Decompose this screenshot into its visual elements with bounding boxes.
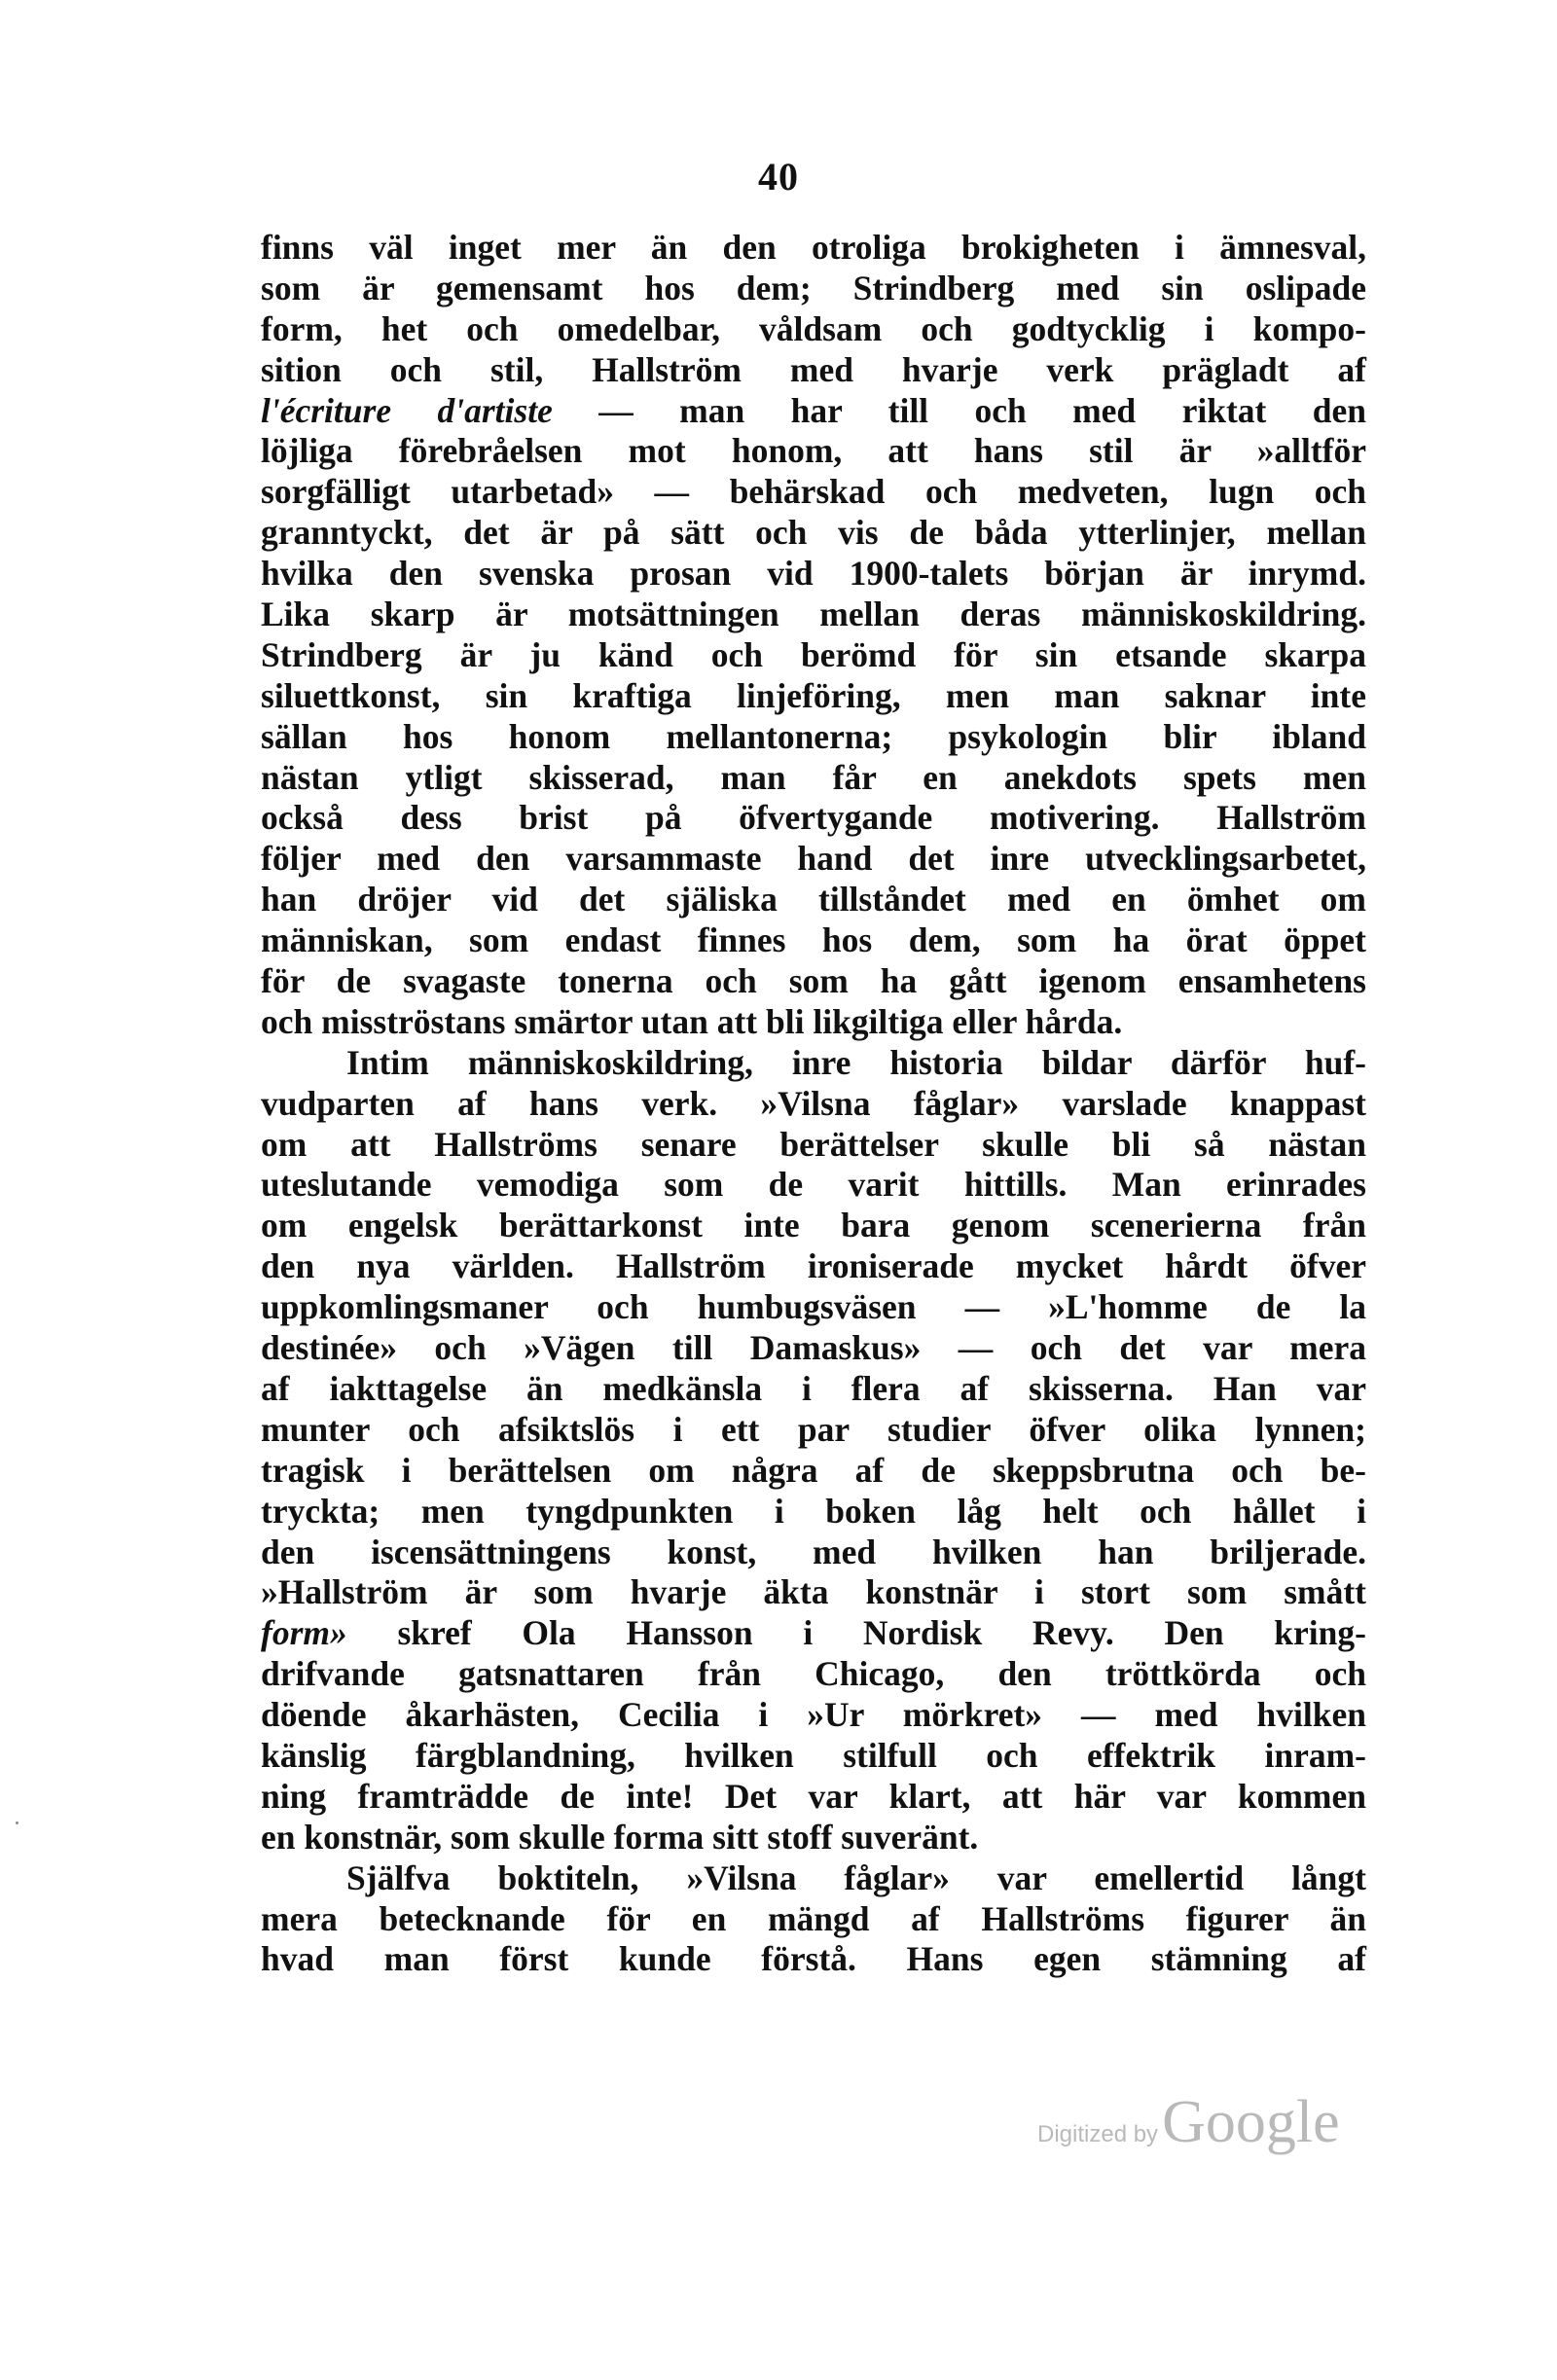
text-line: uppkomlingsmaner och humbugsväsen — »L'homme de la — [261, 1287, 1366, 1327]
text-line: känslig färgblandning, hvilken stilfull och effektrik inram- — [261, 1735, 1366, 1775]
digitized-watermark — [1037, 2088, 1340, 2176]
text-line: ning framträdde de inte! Det var klart, att här var kommen — [261, 1776, 1366, 1816]
text-line-mixed — [261, 1613, 1366, 1654]
text-line: tragisk i berättelsen om några af de skeppsbrutna och be- — [261, 1450, 1366, 1490]
text-line: sällan hos honom mellantonerna; psykologin blir ibland — [261, 716, 1366, 756]
scan-speck — [16, 1821, 18, 1824]
text-line: om att Hallströms senare berättelser skulle bli så nästan — [261, 1124, 1366, 1164]
text-line: destinée» och »Vägen till Damaskus» — och det var mera — [261, 1328, 1366, 1368]
page-number: 40 — [758, 155, 799, 198]
text-line: en konstnär, som skulle forma sitt stoff suveränt. — [261, 1817, 979, 1857]
text-line: Intim människoskildring, inre historia bildar därför huf- — [346, 1042, 1366, 1082]
text-line: den nya världen. Hallström ironiserade mycket hårdt öfver — [261, 1246, 1366, 1286]
text-line: människan, som endast finnes hos dem, som ha örat öppet — [261, 920, 1366, 960]
text-line: nästan ytligt skisserad, man får en anekdots spets men — [261, 757, 1366, 797]
text-line: hvad man först kunde förstå. Hans egen stämning af — [261, 1939, 1366, 1979]
text-line: som är gemensamt hos dem; Strindberg med sin oslipade — [261, 268, 1366, 307]
text-line: Själfva boktiteln, »Vilsna fåglar» var emellertid långt — [346, 1857, 1366, 1897]
text-line: af iakttagelse än medkänsla i flera af skisserna. Han var — [261, 1368, 1366, 1408]
text-line: hvilka den svenska prosan vid 1900-talets början är inrymd. — [261, 554, 1366, 594]
text-line: drifvande gatsnattaren från Chicago, den tröttkörda och — [261, 1654, 1366, 1694]
text-line: sition och stil, Hallström med hvarje verk prägladt af — [261, 349, 1366, 389]
text-line: tryckta; men tyngdpunkten i boken låg helt och hållet i — [261, 1491, 1366, 1531]
text-line: Strindberg är ju känd och berömd för sin etsande skarpa — [261, 634, 1366, 674]
text-span: skref Ola Hansson i Nordisk Revy. Den kring- — [346, 1613, 1366, 1653]
text-line: döende åkarhästen, Cecilia i »Ur mörkret» — med hvilken — [261, 1695, 1366, 1735]
text-line: form, het och omedelbar, våldsam och godtycklig i kompo- — [261, 308, 1366, 348]
text-line: Lika skarp är motsättningen mellan deras människoskildring. — [261, 595, 1366, 634]
text-line: för de svagaste tonerna och som ha gått igenom ensamhetens — [261, 961, 1366, 1001]
text-line: följer med den varsammaste hand det inre utvecklingsarbetet, — [261, 839, 1366, 879]
text-line: också dess brist på öfvertygande motivering. Hallström — [261, 798, 1366, 838]
digitized-by-label: Digitized by — [1037, 2121, 1159, 2147]
text-line: mera betecknande för en mängd af Hallströms figurer än — [261, 1898, 1366, 1938]
text-line: munter och afsiktslös i ett par studier öfver olika lynnen; — [261, 1409, 1366, 1449]
body-text — [261, 228, 1366, 1980]
text-line: löjliga förebråelsen mot honom, att hans stil är »alltför — [261, 431, 1366, 471]
text-line: han dröjer vid det själiska tillståndet med en ömhet om — [261, 880, 1366, 920]
text-line: vudparten af hans verk. »Vilsna fåglar» varslade knappast — [261, 1083, 1366, 1123]
text-span: — man har till och med riktat den — [552, 390, 1366, 430]
google-logo: Google — [1162, 2089, 1340, 2155]
italic-phrase: l'écriture d'artiste — [261, 390, 553, 430]
text-line: granntyckt, det är på sätt och vis de båda ytterlinjer, mellan — [261, 513, 1366, 553]
italic-phrase: form» — [261, 1613, 347, 1653]
text-line: om engelsk berättarkonst inte bara genom scenerierna från — [261, 1206, 1366, 1245]
text-line: finns väl inget mer än den otroliga brokigheten i ämnesval, — [261, 228, 1366, 267]
text-line: sorgfälligt utarbetad» — behärskad och medveten, lugn och — [261, 472, 1366, 512]
text-line: »Hallström är som hvarje äkta konstnär i stort som smått — [261, 1572, 1366, 1612]
text-line: siluettkonst, sin kraftiga linjeföring, men man saknar inte — [261, 675, 1366, 715]
text-line: uteslutande vemodiga som de varit hittills. Man erinrades — [261, 1165, 1366, 1205]
text-line: och misströstans smärtor utan att bli likgiltiga eller hårda. — [261, 1001, 1123, 1041]
text-line: den iscensättningens konst, med hvilken han briljerade. — [261, 1532, 1366, 1571]
text-line-mixed — [261, 391, 1366, 432]
